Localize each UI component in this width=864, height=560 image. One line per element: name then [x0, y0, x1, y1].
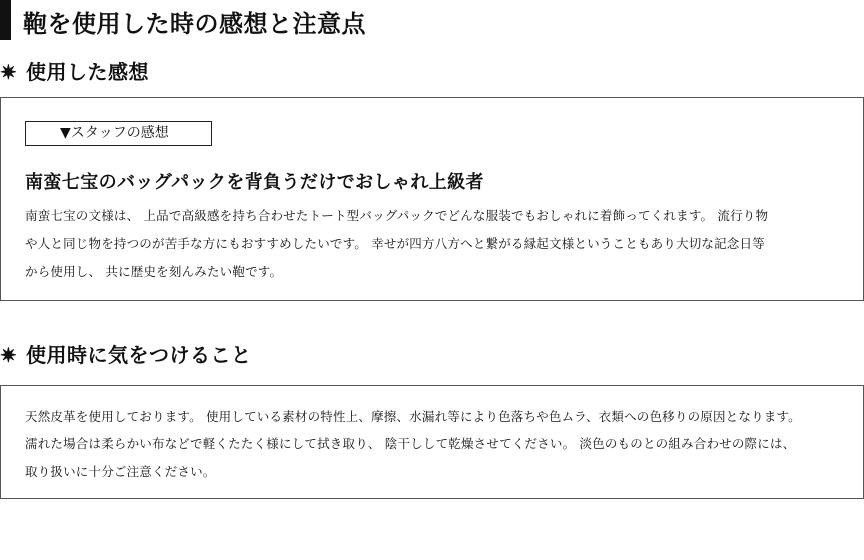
text-line: 天然皮革を使用しております。 使用している素材の特性上、摩擦、水漏れ等により色落ちや色ムラ、衣類への色移りの原因となります。 [25, 409, 801, 424]
text-line: 南蛮七宝の文様は、 上品で高級感を持ち合わせたトート型バッグパックでどんな服装でもおしゃれに着飾ってくれます。 流行り物 [25, 208, 769, 223]
star-icon: ✷ [0, 60, 17, 84]
section-title: 使用時に気をつけること [26, 343, 252, 367]
impressions-box [0, 97, 864, 301]
section-heading-cautions [0, 339, 252, 369]
text-line: から使用し、 共に歴史を刻んみたい鞄です。 [25, 264, 283, 279]
page-title: 鞄を使用した時の感想と注意点 [23, 9, 366, 38]
catchphrase: 南蛮七宝のバッグパックを背負うだけでおしゃれ上級者 [25, 172, 484, 193]
staff-label: ▼スタッフの感想 [25, 121, 212, 146]
text-line: や人と同じ物を持つのが苦手な方にもおすすめしたいです。 幸せが四方八方へと繋がる縁起文様ということもあり大切な記念日等 [25, 236, 765, 251]
star-icon: ✷ [0, 343, 17, 367]
page-heading [0, 0, 864, 42]
heading-accent-bar [0, 0, 11, 40]
section-title: 使用した感想 [26, 60, 149, 84]
section-heading-impressions [0, 56, 149, 86]
cautions-box [0, 385, 864, 499]
text-line: 濡れた場合は柔らかい布などで軽くたたく様にして拭き取り、 陰干しして乾燥させてください。 淡色のものとの組み合わせの際には、 [25, 436, 796, 451]
text-line: 取り扱いに十分ご注意ください。 [25, 464, 216, 479]
